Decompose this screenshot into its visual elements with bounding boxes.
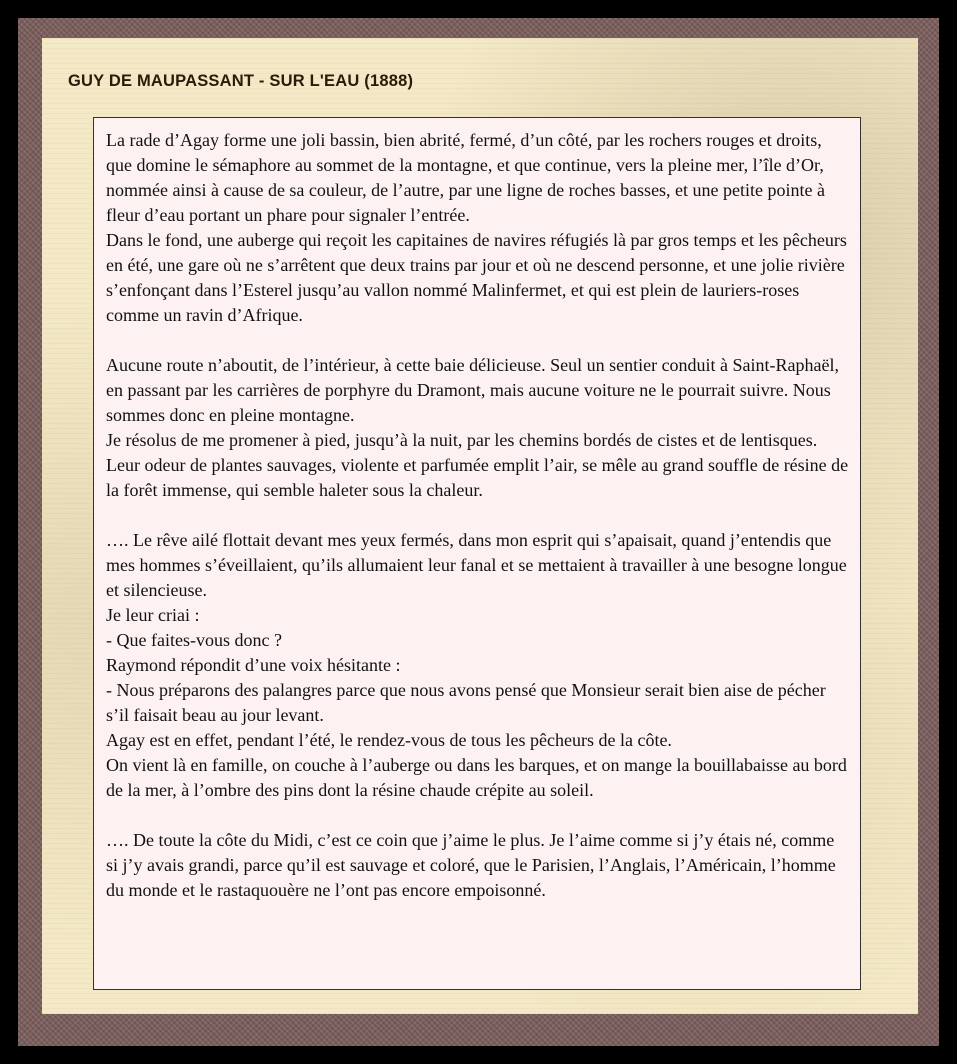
- paragraph-4: …. De toute la côte du Midi, c’est ce coin que j’aime le plus. Je l’aime comme si j’y étais né, comme si j’y avais grandi, parce qu’il est sauvage et coloré, que le Parisien, l’Anglais, l’Américain, l’homme du monde et le rastaquouère ne l’ont pas encore empoisonné.: [106, 830, 836, 900]
- page-title: GUY DE MAUPASSANT - SUR L'EAU (1888): [68, 72, 414, 90]
- paragraph-3: …. Le rêve ailé flottait devant mes yeux fermés, dans mon esprit qui s’apaisait, quand j’entendis que mes hommes s’éveillaient, qu’ils allumaient leur fanal et se mettaient à travailler à une besogne longue et silencieuse. Je leur criai : - Que faites-vous donc ? Raymond répondit d’une voix hésitante : - Nous préparons des palangres parce que nous avons pensé que Monsieur serait bien aise de pécher s’il faisait beau au jour levant. Agay est en effet, pendant l’été, le rendez-vous de tous les pêcheurs de la côte. On vient là en famille, on couche à l’auberge ou dans les barques, et on mange la bouillabaisse au bord de la mer, à l’ombre des pins dont la résine chaude crépite au soleil.: [106, 530, 847, 800]
- text-box: [93, 117, 861, 990]
- paragraph-2: Aucune route n’aboutit, de l’intérieur, à cette baie délicieuse. Seul un sentier conduit à Saint-Raphaël, en passant par les carrières de porphyre du Dramont, mais aucune voiture ne le pourrait suivre. Nous sommes donc en pleine montagne. Je résolus de me promener à pied, jusqu’à la nuit, par les chemins bordés de cistes et de lentisques. Leur odeur de plantes sauvages, violente et parfumée emplit l’air, se mêle au grand souffle de résine de la forêt immense, qui semble haleter sous la chaleur.: [106, 355, 849, 500]
- paragraph-1: La rade d’Agay forme une joli bassin, bien abrité, fermé, d’un côté, par les rochers rouges et droits, que domine le sémaphore au sommet de la montagne, et que continue, vers la pleine mer, l’île d’Or, nommée ainsi à cause de sa couleur, de l’autre, par une ligne de roches basses, et une petite pointe à fleur d’eau portant un phare pour signaler l’entrée. Dans le fond, une auberge qui reçoit les capitaines de navires réfugiés là par gros temps et les pêcheurs en été, une gare où ne s’arrêtent que deux trains par jour et où ne descend personne, et une jolie rivière s’enfonçant dans l’Esterel jusqu’au vallon nommé Malinfermet, et qui est plein de lauriers-roses comme un ravin d’Afrique.: [106, 130, 847, 325]
